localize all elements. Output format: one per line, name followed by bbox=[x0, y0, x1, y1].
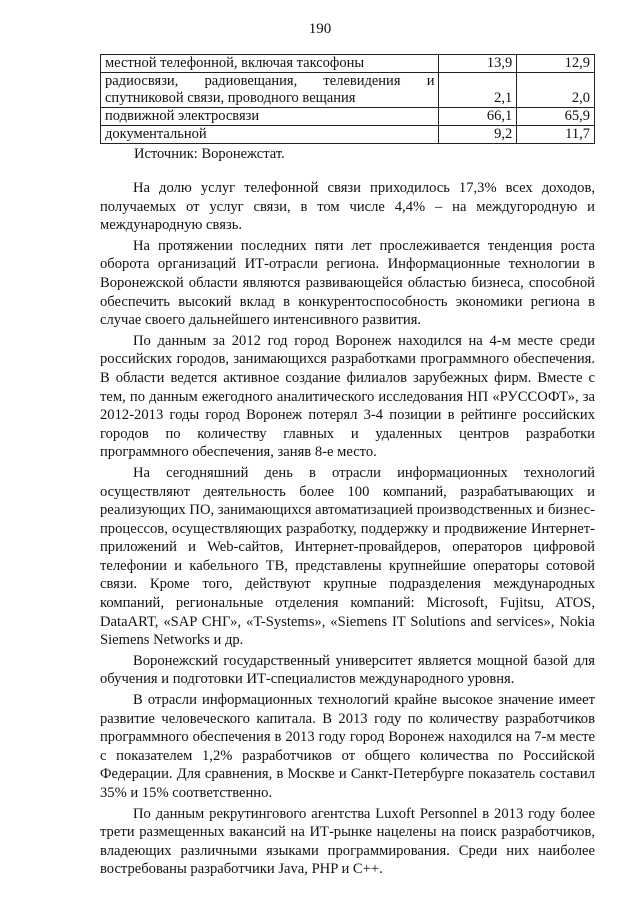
table-row bbox=[101, 73, 595, 108]
table-cell-label: документальной bbox=[101, 126, 439, 144]
paragraph: По данным за 2012 год город Воронеж находился на 4-м месте среди российских городов, занимающихся разработками программного обеспечения. В области ведется активное создание филиалов зарубежных фирм. Вместе с тем, по данным ежегодного аналитического исследования НП «РУССОФТ», за 2012-2013 годы город Воронеж потерял 3-4 позиции в рейтинге российских городов по количеству главных и удаленных центров разработки программного обеспечения, заняв 8-е место. bbox=[100, 332, 595, 461]
paragraph: На протяжении последних пяти лет прослеживается тенденция роста оборота организаций ИТ-отрасли региона. Информационные технологии в Воронежской области являются развивающейся областью бизнеса, способной обеспечить высокий вклад в конкурентоспособность экономики региона в случае своего дальнейшего интенсивного развития. bbox=[100, 237, 595, 329]
table-cell-label: подвижной электросвязи bbox=[101, 108, 439, 126]
table-cell-value: 2,1 bbox=[439, 73, 517, 108]
page-number: 190 bbox=[308, 21, 332, 37]
table-cell-value: 13,9 bbox=[439, 55, 517, 73]
table-cell-value: 65,9 bbox=[517, 108, 595, 126]
paragraph: На сегодняшний день в отрасли информационных технологий осуществляют деятельность более 100 компаний, разрабатывающих и реализующих ПО, занимающихся автоматизацией производственных и бизнес-процессов, осуществляющих разработку, поддержку и продвижение Интернет-приложений и Web-сайтов, Интернет-провайдеров, операторов цифровой телефонии и кабельного ТВ, представлены крупнейшие операторы сотовой связи. Кроме того, действуют крупные подразделения международных компаний, региональные отделения компаний: Microsoft, Fujitsu, ATOS, DataART, «SAP СНГ», «T-Systems», «Siemens IT Solutions and services», Nokia Siemens Networks и др. bbox=[100, 464, 595, 649]
table-cell-label: радиосвязи, радиовещания, телевидения и спутниковой связи, проводного вещания bbox=[101, 73, 439, 108]
income-table bbox=[100, 54, 595, 144]
table-cell-value: 2,0 bbox=[517, 73, 595, 108]
table-source-note: Источник: Воронежстат. bbox=[134, 146, 285, 162]
table-cell-value: 9,2 bbox=[439, 126, 517, 144]
table-cell-value: 12,9 bbox=[517, 55, 595, 73]
table-row bbox=[101, 126, 595, 144]
table-cell-value: 11,7 bbox=[517, 126, 595, 144]
body-text bbox=[100, 179, 595, 881]
paragraph: На долю услуг телефонной связи приходилось 17,3% всех доходов, получаемых от услуг связи, в том числе 4,4% – на междугородную и международную связь. bbox=[100, 180, 595, 234]
paragraph: По данным рекрутингового агентства Luxoft Personnel в 2013 году более трети размещенных вакансий на ИТ-рынке нацелены на поиск разработчиков, владеющих различными языками программирования. Среди них наиболее востребованы разработчики Java, PHP и С++. bbox=[100, 805, 595, 878]
table-cell-label: местной телефонной, включая таксофоны bbox=[101, 55, 439, 73]
table-row bbox=[101, 55, 595, 73]
table-row bbox=[101, 108, 595, 126]
paragraph: В отрасли информационных технологий крайне высокое значение имеет развитие человеческого капитала. В 2013 году по количеству разработчиков программного обеспечения в 2013 году город Воронеж находился на 7-м месте с показателем 1,2% разработчиков от общего количества по Российской Федерации. Для сравнения, в Москве и Санкт-Петербурге показатель составил 35% и 15% соответственно. bbox=[100, 692, 595, 801]
table-cell-value: 66,1 bbox=[439, 108, 517, 126]
paragraph: Воронежский государственный университет является мощной базой для обучения и подготовки ИТ-специалистов международного уровня. bbox=[100, 652, 595, 688]
